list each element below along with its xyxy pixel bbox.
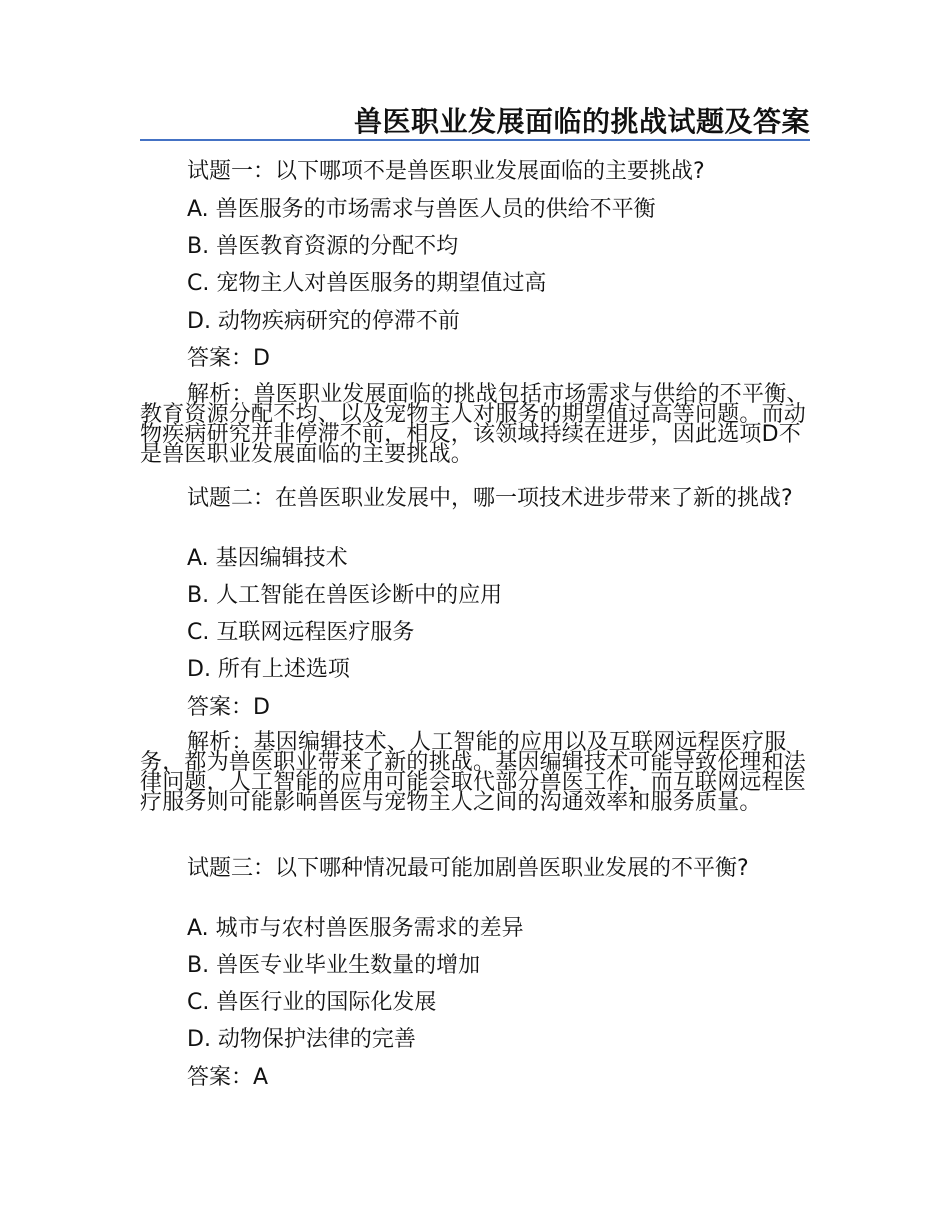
q2-answer: 答案：D — [187, 695, 270, 720]
q1-answer: 答案：D — [187, 346, 270, 371]
q3-answer: 答案：A — [187, 1065, 269, 1090]
question-1: 试题一：以下哪项不是兽医职业发展面临的主要挑战? — [187, 159, 705, 184]
q2-analysis: 解析：基因编辑技术、人工智能的应用以及互联网远程医疗服务，都为兽医职业带来了新的挑战。基因编辑技术可能导致伦理和法律问题，人工智能的应用可能会取代部分兽医工作，而互联网远程医疗服务则可能影响兽医与宠物主人之间的沟通效率和服务质量。 — [140, 730, 807, 815]
q3-option-b: B. 兽医专业毕业生数量的增加 — [187, 953, 481, 978]
q1-option-c: C. 宠物主人对兽医服务的期望值过高 — [187, 271, 547, 296]
q3-option-d: D. 动物保护法律的完善 — [187, 1027, 416, 1052]
q2-option-c: C. 互联网远程医疗服务 — [187, 620, 415, 645]
question-3: 试题三：以下哪种情况最可能加剧兽医职业发展的不平衡? — [187, 856, 749, 881]
q1-option-a: A. 兽医服务的市场需求与兽医人员的供给不平衡 — [187, 197, 656, 222]
q2-option-a: A. 基因编辑技术 — [187, 546, 348, 571]
q1-option-d: D. 动物疾病研究的停滞不前 — [187, 309, 460, 334]
question-2: 试题二：在兽医职业发展中，哪一项技术进步带来了新的挑战? — [187, 486, 793, 511]
title-underline — [140, 139, 810, 141]
q3-option-a: A. 城市与农村兽医服务需求的差异 — [187, 916, 524, 941]
q1-option-b: B. 兽医教育资源的分配不均 — [187, 234, 459, 259]
q1-analysis: 解析：兽医职业发展面临的挑战包括市场需求与供给的不平衡、教育资源分配不均、以及宠物主人对服务的期望值过高等问题。而动物疾病研究并非停滞不前，相反，该领域持续在进步，因此选项D不是兽医职业发展面临的主要挑战。 — [140, 382, 809, 467]
page-title: 兽医职业发展面临的挑战试题及答案 — [353, 105, 810, 138]
q2-option-d: D. 所有上述选项 — [187, 657, 350, 682]
q2-option-b: B. 人工智能在兽医诊断中的应用 — [187, 583, 503, 608]
q3-option-c: C. 兽医行业的国际化发展 — [187, 990, 437, 1015]
